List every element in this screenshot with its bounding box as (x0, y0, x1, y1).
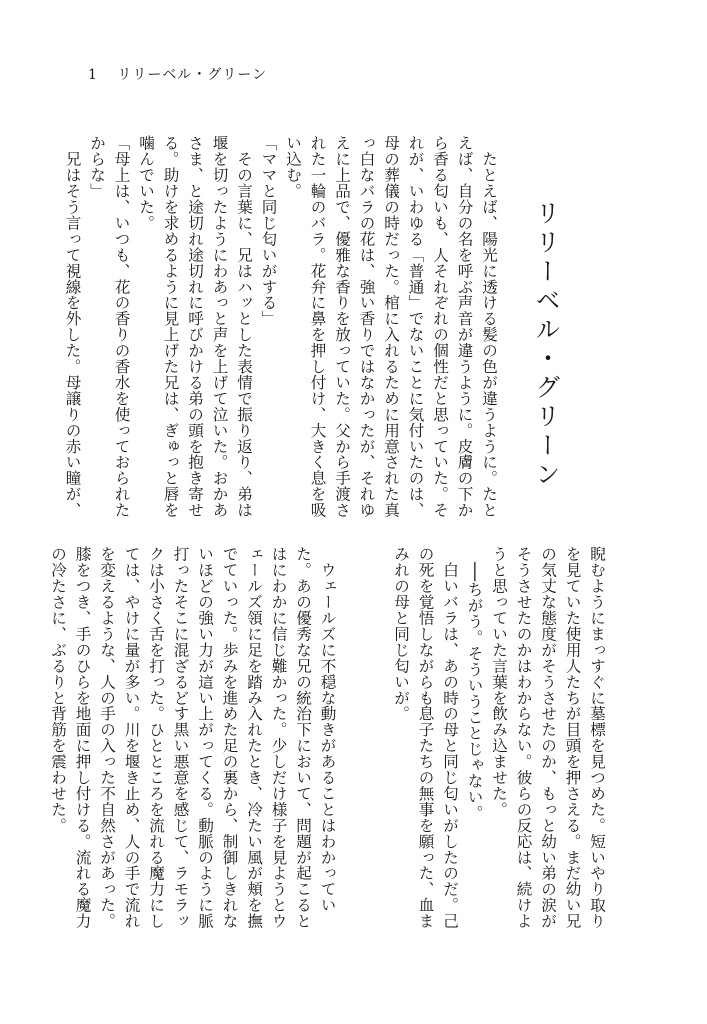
text-line: れた一輪のバラ。花弁に鼻を押し付け、大きく息を吸 (308, 135, 327, 518)
text-line: を見ていた使用人たちが目頭を押さえる。まだ幼い兄 (563, 546, 582, 929)
text-line: たとえば、陽光に透ける髪の色が違うように。たと (480, 135, 498, 518)
running-header (88, 64, 267, 84)
text-line (340, 546, 365, 946)
text-line (364, 546, 389, 946)
text-line: の死を覚悟しながらも息子たちの無事を願った、血ま (416, 546, 435, 929)
text-line: を変えるような、人の手の入った不自然さがあった。 (98, 546, 116, 929)
text-line: の気丈な態度がそうさせたのか、もっと幼い弟の涙が (539, 546, 557, 929)
text-line: でていった。歩みを進めた足の裏から、制御しきれな (220, 546, 239, 929)
upper-text-column (60, 135, 501, 525)
text-line: 睨むようにまっすぐに墓標を見つめた。短いやり取り (588, 546, 606, 929)
running-title: リリーベル・グリーン (117, 67, 268, 83)
text-line: 「ママと同じ匂いがする」 (259, 135, 278, 327)
text-line: そうさせたのかはわからない。彼らの反応は、続けよ (514, 546, 533, 929)
text-line: えば、自分の名を呼ぶ声音が違うように。皮膚の下か (455, 135, 474, 518)
text-line: はにわかに信じ難かった。少しだけ様子を見ようとウ (269, 546, 288, 929)
text-line: ──ちがう。そういうことじゃない。 (465, 546, 484, 821)
text-line: えに上品で、優雅な香りを放っていた。父から手渡さ (333, 135, 351, 518)
text-line: 噛んでいた。 (137, 135, 155, 231)
text-line: 白いバラは、あの時の母と同じ匂いがしたのだ。己 (441, 546, 459, 929)
text-line: うと思っていた言葉を飲み込ませた。 (490, 546, 508, 818)
chapter-title: リリーベル・グリーン (532, 200, 561, 490)
text-line: いほどの強い力が這い上がってくる。動脈のように脈 (196, 546, 214, 929)
text-line: る。助けを求めるように見上げた兄は、ぎゅっと唇を (161, 135, 180, 518)
text-line: ェールズ領に足を踏み入れたとき、冷たい風が頬を撫 (245, 546, 263, 929)
text-line: の冷たさに、ぶるりと背筋を震わせた。 (49, 546, 67, 834)
text-line: れが、いわゆる「普通」でないことに気付いたのは、 (406, 135, 425, 518)
text-line: その言葉に、兄はハッとした表情で振り返り、弟は (235, 135, 253, 518)
text-line: 兄はそう言って視線を外した。母譲りの赤い瞳が、 (63, 135, 82, 518)
page-number: 1 (88, 67, 98, 83)
text-line: みれの母と同じ匂いが。 (392, 546, 410, 722)
text-line: さま、と途切れ途切れに呼びかける弟の頭を抱き寄せ (186, 135, 204, 518)
text-line: 膝をつき、手のひらを地面に押し付ける。流れる魔力 (73, 546, 92, 929)
text-line: 「母上は、いつも、花の香りの香水を使っておられた (112, 135, 131, 518)
text-line: からな」 (88, 135, 106, 199)
text-line: ウェールズに不穏な動きがあることはわかってい (318, 546, 337, 913)
text-line: っ白なバラの花は、強い香りではなかったが、それゆ (357, 135, 376, 518)
text-line: 堰を切ったようにわあっと声を上げて泣いた。おかあ (210, 135, 229, 518)
lower-text-column (46, 546, 610, 946)
text-line: た。あの優秀な兄の統治下において、問題が起こると (294, 546, 312, 929)
text-line: い込む。 (284, 135, 302, 199)
text-line: 打ったそこに混ざるどす黒い悪意を感じて、ラモラッ (171, 546, 190, 929)
text-line: ら香る匂いも、人それぞれの個性だと思っていた。そ (431, 135, 449, 518)
text-line: ては、やけに量が多い。川を堰き止め、人の手で流れ (122, 546, 141, 929)
text-line: 母の葬儀の時だった。棺に入れるために用意された真 (382, 135, 400, 518)
text-line: クは小さく舌を打った。ひとところを流れる魔力にし (147, 546, 165, 929)
